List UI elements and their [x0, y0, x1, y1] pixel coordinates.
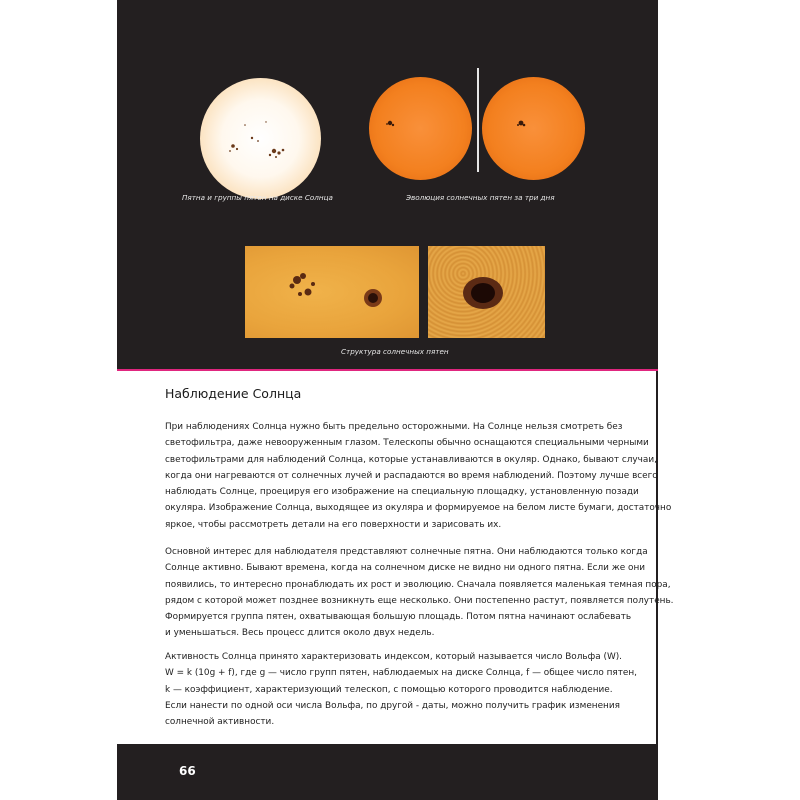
sun-evolution-photo-1 [369, 77, 472, 180]
caption-sun-disk: Пятна и группы пятен на диске Солнца [182, 193, 333, 202]
photo-divider [477, 68, 479, 172]
paragraph-1 [165, 419, 671, 533]
paragraph-line: светофильтра, даже невооруженным глазом. Телескопы обычно оснащаются специальными черными [165, 438, 649, 449]
paragraph-line: W = k (10g + f), где g — число групп пятен, наблюдаемых на диске Солнца, f — общее число пятен, [165, 668, 637, 679]
paragraph-line: и уменьшаться. Весь процесс длится около двух недель. [165, 628, 435, 639]
paragraph-line: когда они нагреваются от солнечных лучей и распадаются во время наблюдений. Поэтому лучше всего [165, 470, 658, 481]
paragraph-line: Активность Солнца принято характеризовать индексом, который называется число Вольфа (W). [165, 652, 623, 662]
sunspot-closeup-photo [428, 246, 545, 338]
paragraph-line: k — коэффициент, характеризующий телескоп, с помощью которого проводится наблюдение. [165, 684, 613, 695]
caption-evolution: Эволюция солнечных пятен за три дня [406, 193, 555, 202]
text-panel [117, 371, 674, 744]
sunspot-graphic-day1 [369, 77, 472, 180]
paragraph-line: Формируется группа пятен, охватывающая большую площадь. Потом пятна начинают ослабевать [165, 612, 632, 623]
paragraph-2 [165, 544, 674, 642]
sunspot-graphic-day3 [482, 77, 585, 180]
sunspots-graphic [200, 78, 321, 199]
paragraph-line: Если нанести по одной оси числа Вольфа, по другой - даты, можно получить график изменения [165, 700, 620, 711]
paragraph-line: появились, то интересно пронаблюдать их рост и эволюцию. Сначала появляется маленькая темная пора, [165, 579, 671, 590]
paragraph-line: окуляра. Изображение Солнца, выходящее из окуляра и формируемое на белом листе бумаги, достаточно [165, 503, 672, 514]
paragraph-line: Солнце активно. Бывают времена, когда на солнечном диске не видно ни одного пятна. Если же они [165, 563, 646, 574]
paragraph-line: светофильтрами для наблюдений Солнца, которые устанавливаются в окуляр. Однако, бывают случаи, [165, 454, 657, 465]
sunspot-group-graphic [245, 246, 419, 338]
page-number: 66 [179, 764, 196, 778]
paragraph-line: солнечной активности. [165, 717, 275, 728]
paragraph-line: яркое, чтобы рассмотреть детали на его поверхности и зарисовать их. [165, 519, 502, 530]
sun-disk-photo [200, 78, 321, 199]
section-heading: Наблюдение Солнца [165, 386, 302, 401]
sunspot-group-photo [245, 246, 419, 338]
paragraph-3 [165, 649, 637, 730]
paragraph-line: Основной интерес для наблюдателя представляют солнечные пятна. Они наблюдаются только когда [165, 547, 648, 557]
paragraph-line: наблюдать Солнце, проецируя его изображение на специальную площадку, установленную позади [165, 487, 639, 498]
sun-evolution-photo-2 [482, 77, 585, 180]
caption-structure: Структура солнечных пятен [341, 347, 449, 356]
paragraph-line: рядом с которой может позднее возникнуть еще несколько. Они постепенно растут, появляется полутень. [165, 595, 674, 606]
sunspot-closeup-graphic [428, 246, 545, 338]
paragraph-line: При наблюдениях Солнца нужно быть предельно осторожными. На Солнце нельзя смотреть без [165, 422, 623, 432]
